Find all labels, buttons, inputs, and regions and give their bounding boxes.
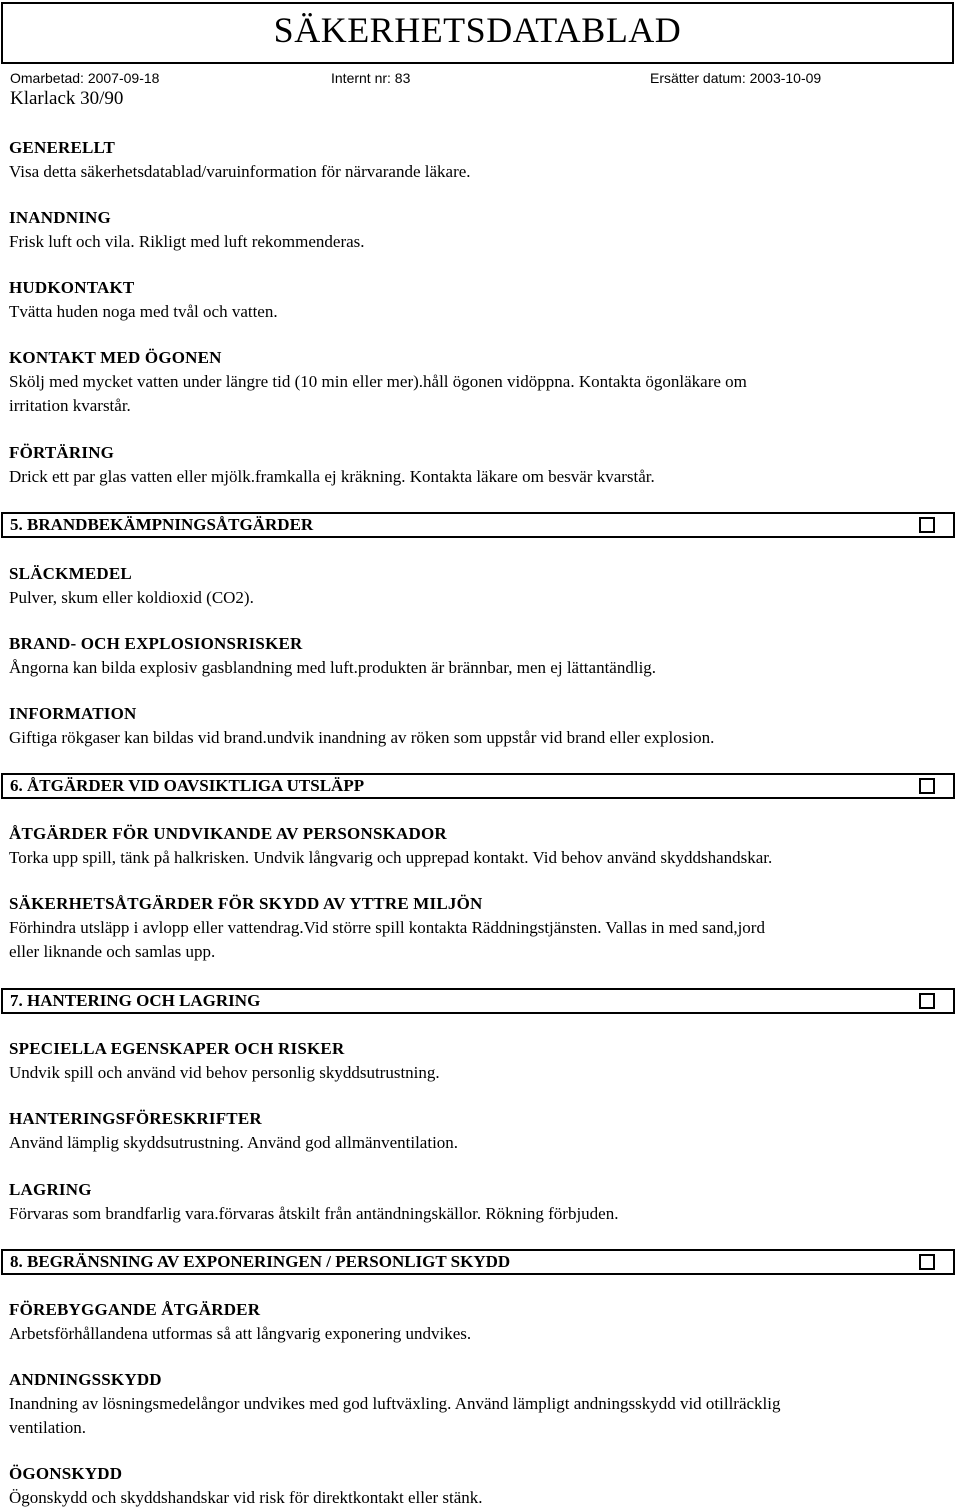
first-aid-inandning (9, 206, 944, 254)
subheading: HANTERINGSFÖRESKRIFTER (9, 1109, 262, 1128)
subheading: INFORMATION (9, 704, 137, 723)
section-checkbox[interactable] (919, 1254, 935, 1270)
product-name: Klarlack 30/90 (10, 88, 124, 109)
section-8-andningsskydd (9, 1368, 944, 1440)
paragraph-line: Förvaras som brandfarlig vara.förvaras åtskilt från antändningskällor. Rökning förbjuden. (9, 1204, 619, 1223)
section-checkbox[interactable] (919, 778, 935, 794)
subheading: SPECIELLA EGENSKAPER OCH RISKER (9, 1039, 345, 1058)
subheading: LAGRING (9, 1180, 92, 1199)
section-8-ogonskydd (9, 1462, 944, 1510)
paragraph-line: Undvik spill och använd vid behov personlig skyddsutrustning. (9, 1063, 440, 1082)
section-title: 5. BRANDBEKÄMPNINGSÅTGÄRDER (10, 515, 314, 534)
first-aid-generellt (9, 136, 944, 184)
section-8-forebyggande (9, 1298, 944, 1346)
section-6-header (1, 773, 955, 799)
section-5-header (1, 512, 955, 538)
paragraph-line: Ögonskydd och skyddshandskar vid risk för direktkontakt eller stänk. (9, 1488, 483, 1507)
paragraph-line: irritation kvarstår. (9, 396, 131, 415)
section-5-information (9, 702, 944, 750)
revised-date: Omarbetad: 2007-09-18 (10, 70, 160, 86)
paragraph-line: Visa detta säkerhetsdatablad/varuinformation för närvarande läkare. (9, 162, 471, 181)
subheading: FÖREBYGGANDE ÅTGÄRDER (9, 1300, 261, 1319)
section-5-slackmedel (9, 562, 944, 610)
paragraph-line: Förhindra utsläpp i avlopp eller vattendrag.Vid större spill kontakta Räddningstjänsten. Vallas in med sand,jord (9, 918, 765, 937)
section-7-egenskaper (9, 1037, 944, 1085)
paragraph-line: Pulver, skum eller koldioxid (CO2). (9, 588, 254, 607)
paragraph-line: Skölj med mycket vatten under längre tid (10 min eller mer).håll ögonen vidöppna. Kontakta ögonläkare om (9, 372, 747, 391)
paragraph-line: Frisk luft och vila. Rikligt med luft rekommenderas. (9, 232, 365, 251)
paragraph-line: eller liknande och samlas upp. (9, 942, 216, 961)
subheading: SÄKERHETSÅTGÄRDER FÖR SKYDD AV YTTRE MILJÖN (9, 894, 483, 913)
section-title: 7. HANTERING OCH LAGRING (10, 991, 261, 1010)
paragraph-line: Drick ett par glas vatten eller mjölk.framkalla ej kräkning. Kontakta läkare om besvär kvarstår. (9, 467, 655, 486)
subheading: ÅTGÄRDER FÖR UNDVIKANDE AV PERSONSKADOR (9, 824, 447, 843)
paragraph-line: Ångorna kan bilda explosiv gasblandning med luft.produkten är brännbar, men ej lättantändlig. (9, 658, 657, 677)
replaces-date: Ersätter datum: 2003-10-09 (650, 70, 822, 86)
paragraph-line: Tvätta huden noga med tvål och vatten. (9, 302, 278, 321)
first-aid-ogon (9, 346, 944, 418)
paragraph-line: Torka upp spill, tänk på halkrisken. Undvik långvarig och upprepad kontakt. Vid behov använd skyddshandskar. (9, 848, 773, 867)
paragraph-line: Arbetsförhållandena utformas så att långvarig exponering undvikes. (9, 1324, 472, 1343)
subheading: ÖGONSKYDD (9, 1464, 123, 1483)
section-6-personskador (9, 822, 944, 870)
section-title: 6. ÅTGÄRDER VID OAVSIKTLIGA UTSLÄPP (10, 776, 365, 795)
subheading: GENERELLT (9, 138, 116, 157)
subheading: HUDKONTAKT (9, 278, 135, 297)
subheading: FÖRTÄRING (9, 443, 115, 462)
first-aid-fortaring (9, 441, 944, 489)
paragraph-line: ventilation. (9, 1418, 86, 1437)
subheading: BRAND- OCH EXPLOSIONSRISKER (9, 634, 303, 653)
subheading: ANDNINGSSKYDD (9, 1370, 162, 1389)
internal-number: Internt nr: 83 (331, 70, 411, 86)
paragraph-line: Inandning av lösningsmedelångor undvikes med god luftväxling. Använd lämpligt andningsskydd vid otillräcklig (9, 1394, 781, 1413)
paragraph-line: Giftiga rökgaser kan bildas vid brand.undvik inandning av röken som uppstår vid brand eller explosion. (9, 728, 715, 747)
section-7-lagring (9, 1178, 944, 1226)
paragraph-line: Använd lämplig skyddsutrustning. Använd god allmänventilation. (9, 1133, 459, 1152)
section-6-miljo (9, 892, 944, 964)
section-checkbox[interactable] (919, 517, 935, 533)
section-7-header (1, 988, 955, 1014)
section-title: 8. BEGRÄNSNING AV EXPONERINGEN / PERSONLIGT SKYDD (10, 1252, 511, 1271)
document-title: SÄKERHETSDATABLAD (273, 10, 682, 50)
subheading: SLÄCKMEDEL (9, 564, 132, 583)
section-5-risker (9, 632, 944, 680)
subheading: INANDNING (9, 208, 111, 227)
subheading: KONTAKT MED ÖGONEN (9, 348, 222, 367)
title-box (1, 2, 954, 64)
first-aid-hudkontakt (9, 276, 944, 324)
meta-row (10, 70, 940, 88)
section-checkbox[interactable] (919, 993, 935, 1009)
section-7-hantering (9, 1107, 944, 1155)
section-8-header (1, 1249, 955, 1275)
